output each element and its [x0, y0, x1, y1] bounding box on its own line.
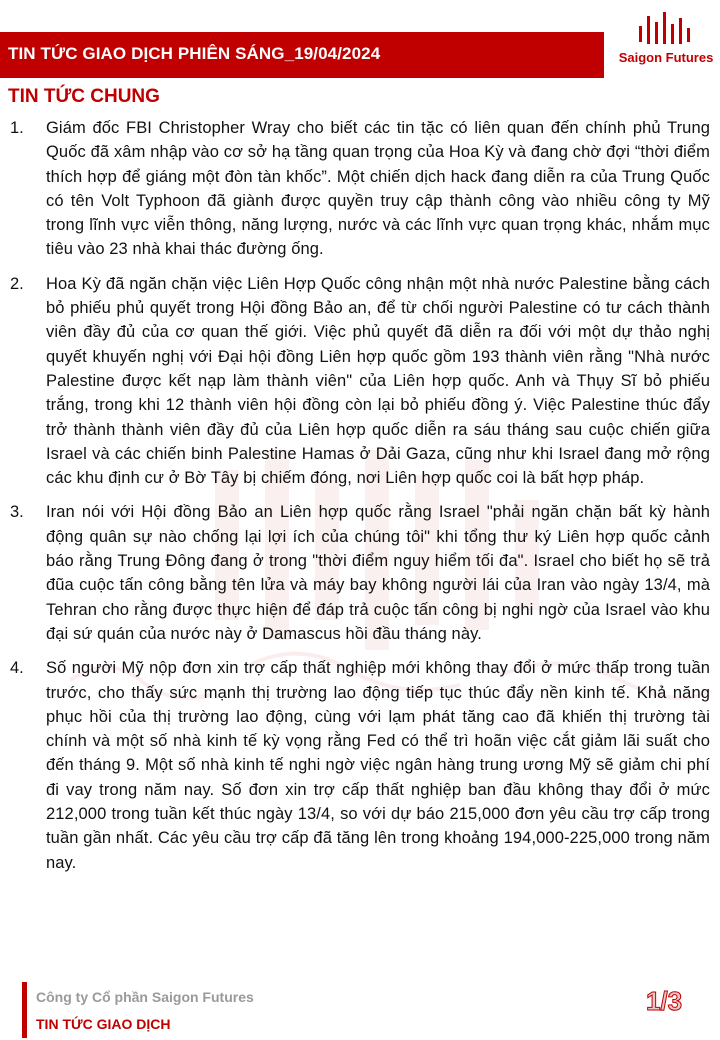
item-number: 1.	[10, 119, 24, 137]
item-number: 2.	[10, 274, 24, 293]
bar-chart-logo-icon	[636, 10, 696, 46]
news-list	[0, 116, 720, 885]
saigon-futures-logo	[610, 8, 720, 70]
footer-company: Công ty Cổ phần Saigon Futures	[36, 989, 254, 1005]
logo-text: Saigon Futures	[618, 50, 714, 65]
news-item	[0, 272, 720, 491]
news-text: Số người Mỹ nộp đơn xin trợ cấp thất nghiệp mới không thay đổi ở mức thấp trong tuần trước, cho thấy sức mạnh thị trường lao động tiếp tục thúc đẩy nền kinh tế. Khả năng phục hồi của thị trường lao động, cùng với lạm phát tăng cao đã khiến thị trường tài chính và một số nhà kinh tế kỳ vọng rằng Fed có thể trì hoãn việc cắt giảm lãi suất cho đến tháng 9. Một số nhà kinh tế nghi ngờ việc ngân hàng trung ương Mỹ sẽ giảm chi phí đi vay trong năm nay. Số đơn xin trợ cấp thất nghiệp ban đầu không thay đổi ở mức 212,000 trong tuần kết thúc ngày 13/4, so với dự báo 215,000 đơn yêu cầu trợ cấp trong tuần gần nhất. Các yêu cầu trợ cấp đã tăng lên trong khoảng 194,000-225,000 trong năm nay.	[46, 659, 710, 872]
footer-section-label: TIN TỨC GIAO DỊCH	[36, 1016, 171, 1032]
news-item	[0, 656, 720, 875]
page-number: 1/3	[646, 986, 683, 1016]
section-title: TIN TỨC CHUNG	[8, 86, 160, 107]
footer-accent-bar	[22, 982, 27, 1038]
news-text: Iran nói với Hội đồng Bảo an Liên hợp quốc rằng Israel "phải ngăn chặn bất kỳ hành động quân sự nào chống lại lợi ích của chúng tôi" khi tổng thư ký Liên hợp quốc cảnh báo rằng Trung Đông đang ở trong "thời điểm nguy hiểm tối đa". Israel cho biết họ sẽ trả đũa cuộc tấn công bằng tên lửa và máy bay không người lái của Iran vào ngày 13/4, mà Tehran cho rằng được thực hiện để đáp trả cuộc tấn công bị nghi ngờ của Israel vào khu đại sứ quán của nước này ở Damascus hồi đầu tháng này.	[46, 503, 710, 643]
news-text: Giám đốc FBI Christopher Wray cho biết các tin tặc có liên quan đến chính phủ Trung Quốc đã xâm nhập vào cơ sở hạ tầng quan trọng của Hoa Kỳ và đang chờ đợi “thời điểm thích hợp để giáng một đòn tàn khốc”. Một chiến dịch hack đang diễn ra của Trung Quốc có tên Volt Typhoon đã giành được quyền truy cập thành công vào nhiều công ty Mỹ trong lĩnh vực viễn thông, năng lượng, nước và các lĩnh vực quan trọng khác, nhắm mục tiêu vào 23 nhà khai thác đường ống.	[46, 119, 710, 259]
header-bar	[0, 32, 604, 78]
document-title: TIN TỨC GIAO DỊCH PHIÊN SÁNG_19/04/2024	[8, 44, 381, 63]
news-text: Hoa Kỳ đã ngăn chặn việc Liên Hợp Quốc công nhận một nhà nước Palestine bằng cách bỏ phiếu phủ quyết trong Hội đồng Bảo an, để từ chối người Palestine có tư cách thành viên đầy đủ của cơ quan thế giới. Việc phủ quyết đã diễn ra đối với một dự thảo nghị quyết khuyến nghị với Đại hội đồng Liên hợp quốc gồm 193 thành viên rằng "Nhà nước Palestine được kết nạp làm thành viên" của Liên hợp quốc. Anh và Thụy Sĩ bỏ phiếu trắng, trong khi 12 thành viên hội đồng còn lại bỏ phiếu đồng ý. Việc Palestine thúc đẩy trở thành thành viên đầy đủ của Liên hợp quốc diễn ra sáu tháng sau cuộc chiến giữa Israel và các chiến binh Palestine Hamas ở Dải Gaza, cũng như khi Israel đang mở rộng các khu định cư ở Bờ Tây bị chiếm đóng, nơi Liên hợp quốc coi là bất hợp pháp.	[46, 274, 710, 488]
news-item	[0, 500, 720, 646]
item-number: 3.	[10, 503, 24, 522]
news-item	[0, 116, 720, 262]
item-number: 4.	[10, 659, 24, 678]
